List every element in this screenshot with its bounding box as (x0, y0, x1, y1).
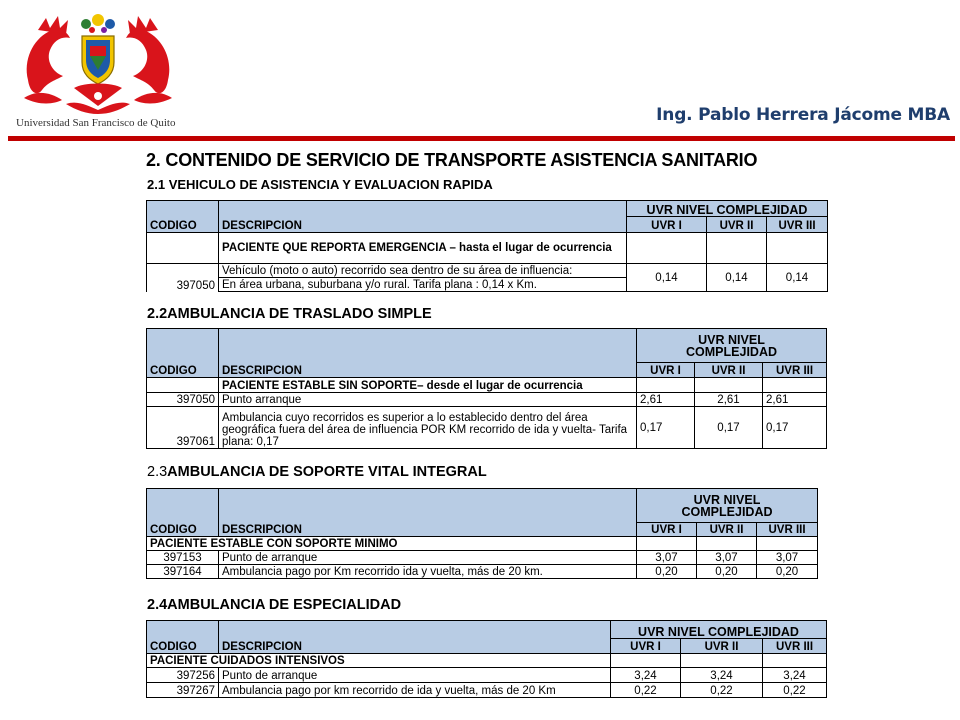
uvr-ii-value: 0,17 (695, 407, 763, 449)
desc-cell: Ambulancia cuyo recorridos es superior a lo establecido dentro del área geográfica fuera del área de influencia POR KM recorrido de ida y vuelta- Tarifa plana: 0,17 (219, 407, 637, 449)
uvr-i-value: 3,07 (637, 551, 697, 565)
header-line: UVR NIVEL (698, 332, 765, 347)
row-code: 397061 (147, 407, 219, 449)
section-number: 2.3 (147, 464, 168, 480)
header-codigo: CODIGO (147, 363, 219, 378)
table-soporte-vital (146, 488, 818, 579)
desc-cell: Vehículo (moto o auto) recorrido sea dentro de su área de influencia: (219, 264, 627, 278)
table-ambulancia-traslado (146, 328, 827, 449)
header-blank (147, 201, 219, 217)
section-number: 2.2 (147, 306, 168, 322)
uvr-i-value: 2,61 (637, 393, 695, 407)
header-uvr-iii: UVR III (767, 217, 828, 233)
uvr-iii-value: 0,20 (757, 565, 818, 579)
blank-cell (763, 654, 827, 668)
uvr-i-value: 0,20 (637, 565, 697, 579)
header-blank (219, 329, 637, 363)
header-uvr-i: UVR I (611, 639, 681, 654)
header-blank (147, 329, 219, 363)
row-code: 397050 (176, 279, 215, 292)
uvr-iii-value: 2,61 (763, 393, 827, 407)
group-label: PACIENTE CUIDADOS INTENSIVOS (147, 654, 611, 668)
section-title-2-3 (147, 464, 487, 480)
blank-cell (767, 233, 828, 264)
section-heading: AMBULANCIA DE SOPORTE VITAL INTEGRAL (167, 464, 487, 480)
header-descripcion: DESCRIPCION (219, 639, 611, 654)
header-codigo: CODIGO (147, 217, 219, 233)
university-logo (18, 10, 178, 132)
header-uvr-i: UVR I (627, 217, 707, 233)
header-uvr-ii: UVR II (695, 363, 763, 378)
header-blank (219, 621, 611, 639)
uvr-iii-value: 0,17 (763, 407, 827, 449)
university-name: Universidad San Francisco de Quito (16, 117, 176, 129)
desc-cell: Ambulancia pago por km recorrido de ida y vuelta, más de 20 Km (219, 683, 611, 698)
uvr-ii-value: 3,24 (681, 668, 763, 683)
desc-cell: Ambulancia pago por Km recorrido ida y vuelta, más de 20 km. (219, 565, 637, 579)
uvr-i-value: 0,17 (637, 407, 695, 449)
page-title: 2. CONTENIDO DE SERVICIO DE TRANSPORTE ASISTENCIA SANITARIO (146, 150, 758, 170)
header-uvr-nivel-complejidad (637, 489, 818, 523)
blank-cell (627, 233, 707, 264)
header-line: COMPLEJIDAD (686, 344, 777, 359)
header-uvr-ii: UVR II (707, 217, 767, 233)
header-blank (219, 489, 637, 523)
section-title-2-2 (147, 306, 432, 322)
header-blank (147, 621, 219, 639)
group-code-blank (147, 378, 219, 393)
uvr-iii-value: 3,24 (763, 668, 827, 683)
blank-cell (757, 537, 818, 551)
header-uvr-nivel-complejidad: UVR NIVEL COMPLEJIDAD (627, 201, 828, 217)
blank-cell (637, 537, 697, 551)
section-heading: AMBULANCIA DE ESPECIALIDAD (167, 597, 402, 613)
blank-cell (697, 537, 757, 551)
header-divider (8, 136, 955, 141)
header-uvr-ii: UVR II (697, 523, 757, 537)
group-label: PACIENTE QUE REPORTA EMERGENCIA – hasta el lugar de ocurrencia (219, 233, 627, 264)
uvr-ii-value: 3,07 (697, 551, 757, 565)
uvr-ii-value: 0,20 (697, 565, 757, 579)
header-line: UVR NIVEL (693, 492, 761, 507)
blank-cell (611, 654, 681, 668)
desc-cell: En área urbana, suburbana y/o rural. Tarifa plana : 0,14 x Km. (219, 278, 627, 292)
desc-cell: Punto de arranque (219, 551, 637, 565)
table-ambulancia-especialidad (146, 620, 827, 698)
row-code: 397153 (147, 551, 219, 565)
group-code-blank (147, 233, 219, 264)
section-number: 2.1 (147, 177, 166, 192)
uvr-iii-value: 0,22 (763, 683, 827, 698)
header-uvr-iii: UVR III (763, 639, 827, 654)
header-uvr-iii: UVR III (763, 363, 827, 378)
header-descripcion: DESCRIPCION (219, 523, 637, 537)
blank-cell (707, 233, 767, 264)
header-codigo: CODIGO (147, 639, 219, 654)
group-label: PACIENTE ESTABLE CON SOPORTE MINIMO (147, 537, 637, 551)
header-uvr-i: UVR I (637, 523, 697, 537)
header-descripcion: DESCRIPCION (219, 363, 637, 378)
uvr-ii-value: 0,22 (681, 683, 763, 698)
section-title-2-4 (147, 597, 401, 613)
header-line: COMPLEJIDAD (681, 504, 773, 519)
table-vehiculo-asistencia (146, 200, 828, 292)
blank-cell (637, 378, 695, 393)
uvr-i-value: 3,24 (611, 668, 681, 683)
blank-cell (681, 654, 763, 668)
row-code: 397164 (147, 565, 219, 579)
blank-cell (695, 378, 763, 393)
header-uvr-ii: UVR II (681, 639, 763, 654)
row-code: 397050 (147, 393, 219, 407)
section-number: 2.4 (147, 597, 168, 613)
usfq-dragons-crest-icon (18, 10, 178, 115)
section-heading: VEHICULO DE ASISTENCIA Y EVALUACION RAPIDA (168, 177, 493, 192)
header-blank (147, 489, 219, 523)
header-uvr-i: UVR I (637, 363, 695, 378)
header-codigo: CODIGO (147, 523, 219, 537)
section-heading: AMBULANCIA DE TRASLADO SIMPLE (167, 306, 432, 322)
uvr-iii-value: 3,07 (757, 551, 818, 565)
header-blank (219, 201, 627, 217)
section-title-2-1 (147, 177, 493, 192)
header-uvr-nivel-complejidad (637, 329, 827, 363)
header-uvr-nivel-complejidad: UVR NIVEL COMPLEJIDAD (611, 621, 827, 639)
code-cell (147, 264, 219, 292)
uvr-iii-value: 0,14 (767, 264, 828, 292)
header-descripcion: DESCRIPCION (219, 217, 627, 233)
uvr-i-value: 0,22 (611, 683, 681, 698)
header-uvr-iii: UVR III (757, 523, 818, 537)
desc-cell: Punto de arranque (219, 668, 611, 683)
row-code: 397256 (147, 668, 219, 683)
uvr-ii-value: 0,14 (707, 264, 767, 292)
desc-cell: Punto arranque (219, 393, 637, 407)
blank-cell (763, 378, 827, 393)
group-label: PACIENTE ESTABLE SIN SOPORTE– desde el lugar de ocurrencia (219, 378, 637, 393)
row-code: 397267 (147, 683, 219, 698)
uvr-ii-value: 2,61 (695, 393, 763, 407)
author-name: Ing. Pablo Herrera Jácome MBA (656, 105, 950, 125)
uvr-i-value: 0,14 (627, 264, 707, 292)
